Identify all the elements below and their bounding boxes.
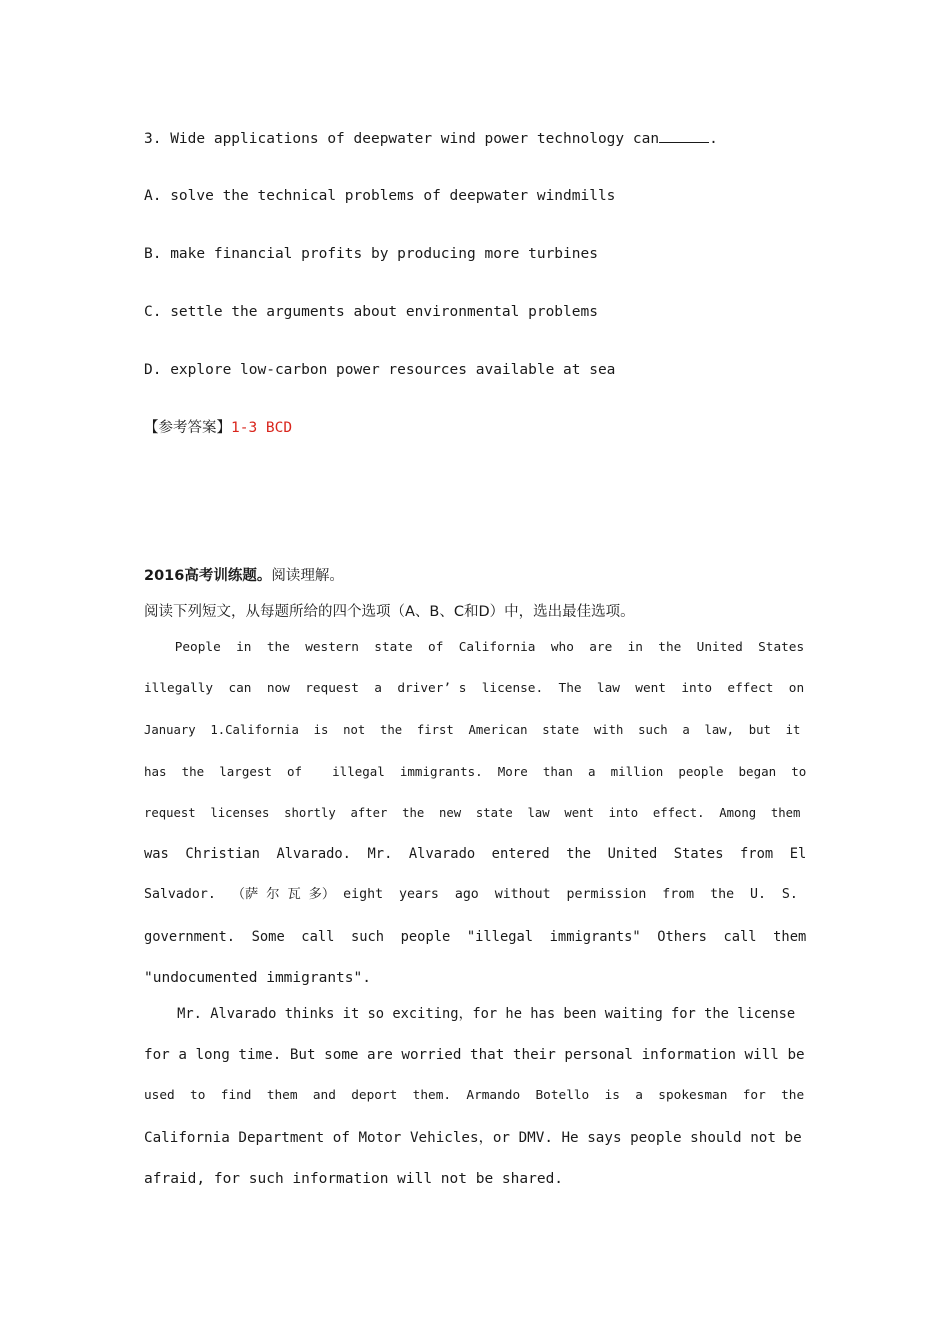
passage-p2-line: for a long time. But some are worried that their personal information will be bbox=[144, 1047, 805, 1063]
passage-p2-line: afraid, for such information will not be shared. bbox=[144, 1171, 564, 1187]
section-heading-rest: 阅读理解。 bbox=[271, 568, 344, 584]
question-stem-text: 3. Wide applications of deepwater wind power technology can bbox=[144, 131, 660, 147]
passage-p1-line: illegally can now request a driver’ s license. The law went into effect on bbox=[144, 681, 805, 696]
answer-value: 1-3 BCD bbox=[231, 420, 293, 436]
option-d: D. explore low-carbon power resources available at sea bbox=[144, 362, 616, 378]
passage-p2-line: used to find them and deport them. Armando Botello is a spokesman for the bbox=[144, 1088, 805, 1103]
passage-p1-line: has the largest of illegal immigrants. More than a million people began to bbox=[144, 764, 807, 779]
passage-p1-line: January 1.California is not the first American state with such a law, but it bbox=[144, 723, 801, 737]
passage-p1-line: Salvador. （萨 尔 瓦 多） eight years ago without permission from the U. S. bbox=[144, 887, 798, 902]
passage-p1-line: request licenses shortly after the new state law went into effect. Among them bbox=[144, 806, 801, 820]
section-heading-bold: 2016高考训练题。 bbox=[144, 568, 272, 584]
passage-p1-line: "undocumented immigrants". bbox=[144, 970, 371, 986]
answer-label: 【参考答案】 bbox=[144, 420, 231, 436]
section-instruction: 阅读下列短文，从每题所给的四个选项（A、B、C和D）中，选出最佳选项。 bbox=[144, 604, 635, 620]
passage-p1-line: government. Some call such people "illegal immigrants" Others call them bbox=[144, 929, 807, 945]
answer-blank bbox=[659, 128, 709, 143]
passage-p1-line: was Christian Alvarado. Mr. Alvarado entered the United States from El bbox=[144, 846, 807, 862]
option-c: C. settle the arguments about environmental problems bbox=[144, 304, 598, 320]
question-stem bbox=[144, 128, 718, 149]
answer-line bbox=[144, 418, 292, 438]
passage-p2-line: California Department of Motor Vehicles，or DMV. He says people should not be bbox=[144, 1130, 802, 1146]
section-heading bbox=[144, 566, 344, 586]
option-a: A. solve the technical problems of deepwater windmills bbox=[144, 188, 616, 204]
option-b: B. make financial profits by producing more turbines bbox=[144, 246, 598, 262]
passage-p1-line: People in the western state of California who are in the United States bbox=[144, 640, 805, 655]
question-stem-end: . bbox=[709, 131, 718, 147]
passage-p2-line: Mr. Alvarado thinks it so exciting，for he has been waiting for the license bbox=[144, 1006, 796, 1022]
